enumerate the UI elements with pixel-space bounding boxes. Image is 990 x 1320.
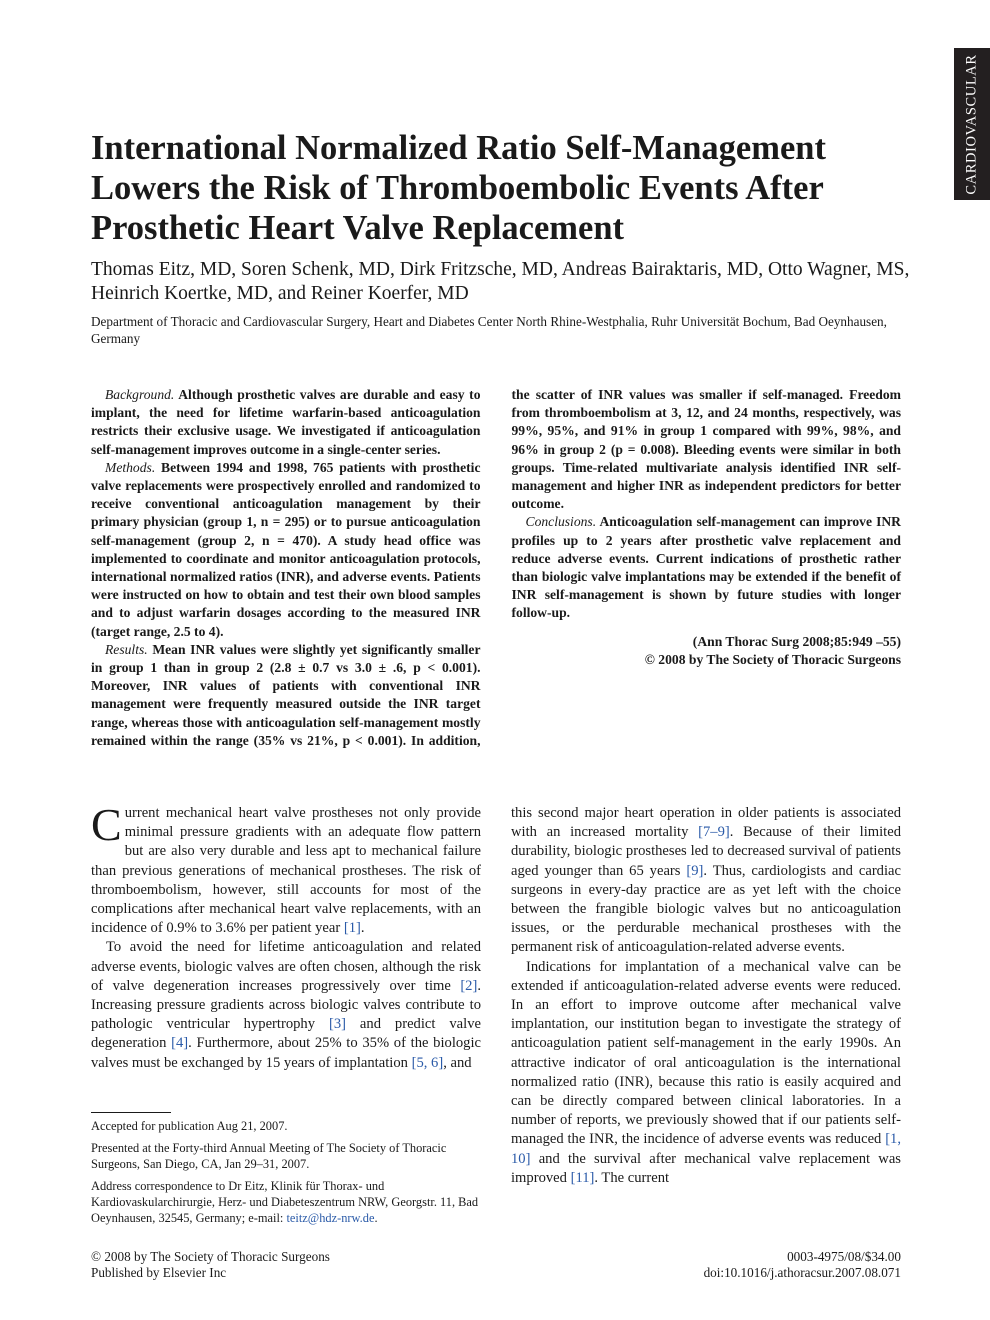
affiliation: Department of Thoracic and Cardiovascular Surgery, Heart and Diabetes Center North Rhine-Westphalia, Ruhr Universität Bochum, Bad Oeynhausen, Germany	[91, 314, 887, 346]
presented-note: Presented at the Forty-third Annual Meeting of The Society of Thoracic Surgeons, San Diego, CA, Jan 29–31, 2007.	[91, 1141, 447, 1171]
reference-link[interactable]: [4]	[171, 1035, 189, 1052]
methods-text: Between 1994 and 1998, 765 patients with prosthetic valve replacements were prospectively enrolled and randomized to receive conventional anticoagulation management by their primary physician (group 1, n = 295) or to pursue anticoagulation self-management (group 2, n = 470). A study head office was implemented to coordinate and monitor anticoagulation protocols, international normalized ratios (INR), and adverse events. Patients were instructed on how to obtain and test their own blood samples and to adjust warfarin dosages according to the measured INR (target range, 2.5 to 4).	[91, 459, 481, 639]
body-text: To avoid the need for lifetime anticoagulation and related adverse events, biologic valves are often chosen, although the risk of valve degeneration increases progressively over time	[91, 939, 481, 994]
body-text: Increasing pressure gradients across biologic valves contribute to pathologic ventricular hypertrophy	[91, 997, 481, 1033]
body-text: Because of their limited durability, biologic prostheses led to decreased survival of patients aged younger than 65 years	[511, 824, 902, 879]
footnotes	[91, 1112, 481, 1232]
body-text: Thus, cardiologists and cardiac surgeons in every-day practice are as yet left with the choice between the frangible biologic valves but no anticoagulation issues, or the perdurable mechanical prostheses with the permanent risk of anticoagulation-related adverse events.	[511, 862, 901, 956]
reference-link[interactable]: [9]	[686, 862, 704, 879]
reference-link[interactable]: [2]	[460, 977, 478, 994]
body-paragraph-3: this second major heart operation in older patients is associated with an increased mortality [7–9]. Because of their limited durability, biologic prostheses led to decreased survival of patients aged younger than 65 years [9]. Thus, cardiologists and cardiac surgeons in every-day practice are as yet left with the choice between the frangible biologic valves but no anticoagulation issues, or the perdurable mechanical prostheses with the permanent risk of anticoagulation-related adverse events.	[511, 805, 902, 956]
correspondence-text: Address correspondence to Dr Eitz, Klinik für Thorax- und Kardiovaskularchirurgie, Herz- und Diabeteszentrum NRW, Georgstr. 11, Bad Oeynhausen, 32545, Germany; e-mail:	[91, 1179, 479, 1225]
abstract-background	[91, 386, 481, 459]
body-column-left	[91, 799, 481, 1073]
abstract	[91, 386, 901, 756]
body-text: urrent mechanical heart valve prostheses not only provide minimal pressure gradients with an adequate flow pattern but are also very durable and less apt to mechanical failure than previous generations of mechanical prostheses. The risk of thromboembolism, however, still accounts for most of the complications after mechanical heart valve replacements, with an incidence of 0.9% to 3.6% per patient year	[91, 805, 481, 937]
reference-link[interactable]: [1]	[343, 920, 361, 937]
conclusions-text: Anticoagulation self-management can improve INR profiles up to 2 years after prosthetic valve replacement and reduce adverse events. Current indications of prosthetic rather than biologic valve implantations may be extended if the benefit of INR self-management is shown by future studies with longer follow-up.	[511, 514, 901, 621]
email-link[interactable]: teitz@hdz-nrw.de	[286, 1211, 375, 1225]
footer-doi: doi:10.1016/j.athoracsur.2007.08.071	[703, 1265, 901, 1280]
body-text: and the survival after mechanical valve replacement was improved	[511, 1150, 901, 1186]
journal-citation: (Ann Thorac Surg 2008;85:949 –55)	[692, 633, 901, 649]
author-list: Thomas Eitz, MD, Soren Schenk, MD, Dirk Fritzsche, MD, Andreas Bairaktaris, MD, Otto Wagner, MS, Heinrich Koertke, MD, and Reiner Koerfer, MD	[91, 259, 910, 304]
reference-link[interactable]: [7–9]	[698, 824, 730, 841]
body-paragraph-2: To avoid the need for lifetime anticoagulation and related adverse events, biologic valves are often chosen, although the risk of valve degeneration increases progressively over time [2]. Increasing pressure gradients across biologic valves contribute to pathologic ventricular hypertrophy [3] and predict valve degeneration [4]. Furthermore, about 25% to 35% of the biologic valves must be exchanged by 15 years of implantation [5, 6], and	[91, 939, 481, 1071]
body-text: The current	[601, 1169, 670, 1186]
section-tab	[954, 48, 990, 200]
body-text: this second major heart operation in older patients is associated with an increased mortality	[511, 805, 901, 841]
results-label: Results.	[105, 641, 148, 657]
results-text: Mean INR values were slightly yet significantly smaller in group 1 than in group 2 (2.8 ± 0.7 vs 3.0 ± .6, p < 0.001). Moreover, INR values of patients with conventional INR management were frequently measured outside the INR target range, whereas those with anticoagulation self-management mostly remained within the range (35% vs 21%, p < 0.001). In addition, the scatter of INR values was smaller if self-managed. Freedom from thromboembolism at 3, 12, and 24 months, respectively, was 99%, 95%, and 91% in group 1 compared with 99%, 98%, and 96% in group 2 (p = 0.008). Bleeding events were similar in both groups. Time-related multivariate analysis identified INR self-management and higher INR as independent predictors for better outcome.	[91, 387, 901, 748]
accepted-note: Accepted for publication Aug 21, 2007.	[91, 1119, 288, 1133]
article-title: International Normalized Ratio Self-Management Lowers the Risk of Thromboembolic Events After Prosthetic Heart Valve Replacement	[91, 129, 826, 247]
reference-link[interactable]: [11]	[570, 1169, 595, 1186]
body-text: and	[450, 1054, 472, 1071]
section-tab-label: CARDIOVASCULAR	[963, 53, 980, 195]
footnote-divider	[91, 1112, 171, 1113]
reference-link[interactable]: [3]	[328, 1016, 346, 1033]
body-text: Furthermore, about 25% to 35% of the biologic valves must be exchanged by 15 years of implantation	[91, 1035, 481, 1071]
abstract-copyright: © 2008 by The Society of Thoracic Surgeons	[644, 651, 901, 667]
body-column-right	[511, 804, 901, 1188]
abstract-conclusions	[512, 513, 902, 622]
reference-link[interactable]: [1, 10]	[511, 1131, 901, 1167]
footer-left	[91, 1249, 330, 1281]
body-paragraph-1: Current mechanical heart valve prostheses not only provide minimal pressure gradients with an adequate flow pattern but are also very durable and less apt to mechanical failure than previous generations of mechanical prostheses. The risk of thromboembolism, however, still accounts for most of the complications after mechanical heart valve replacements, with an incidence of 0.9% to 3.6% per patient year [1].	[91, 799, 481, 937]
body-text: Indications for implantation of a mechanical valve can be extended if anticoagulation-related adverse events were reduced. In an effort to improve outcome after mechanical valve implantation, our institution began to investigate the strategy of anticoagulation patient self-management in the early 1990s. An attractive indicator of oral anticoagulation is the international normalized ratio (INR), because this ratio is easily acquired and can be directly compared between clinical laboratories. In a number of reports, we previously showed that if our patients self-managed the INR, the incidence of adverse events was reduced	[511, 958, 901, 1148]
footer-copyright: © 2008 by The Society of Thoracic Surgeons	[91, 1249, 330, 1264]
abstract-methods	[91, 459, 481, 641]
conclusions-label: Conclusions.	[525, 514, 597, 530]
footer-issn: 0003-4975/08/$34.00	[787, 1249, 901, 1264]
background-text: Although prosthetic valves are durable and easy to implant, the need for lifetime warfarin-based anticoagulation restricts their exclusive usage. We investigated if anticoagulation self-management improves outcome in a single-center series.	[91, 387, 481, 457]
reference-link[interactable]: [5, 6]	[411, 1054, 444, 1071]
correspondence-note: Address correspondence to Dr Eitz, Klinik für Thorax- und Kardiovaskularchirurgie, Herz- und Diabeteszentrum NRW, Georgstr. 11, Bad Oeynhausen, 32545, Germany; e-mail: teitz@hdz-nrw.de.	[91, 1179, 479, 1225]
drop-cap: C	[91, 799, 122, 850]
background-label: Background.	[105, 387, 175, 402]
body-paragraph-4: Indications for implantation of a mechanical valve can be extended if anticoagulation-related adverse events were reduced. In an effort to improve outcome after mechanical valve implantation, our institution began to investigate the strategy of anticoagulation patient self-management in the early 1990s. An attractive indicator of oral anticoagulation is the international normalized ratio (INR), because this ratio is easily acquired and can be directly compared between clinical laboratories. In a number of reports, we previously showed that if our patients self-managed the INR, the incidence of adverse events was reduced [1, 10] and the survival after mechanical valve replacement was improved [11]. The current	[511, 958, 901, 1186]
footer-right	[704, 1249, 901, 1281]
methods-label: Methods.	[105, 459, 156, 475]
footer-publisher: Published by Elsevier Inc	[91, 1265, 227, 1280]
body-text: and predict valve degeneration	[91, 1016, 481, 1052]
